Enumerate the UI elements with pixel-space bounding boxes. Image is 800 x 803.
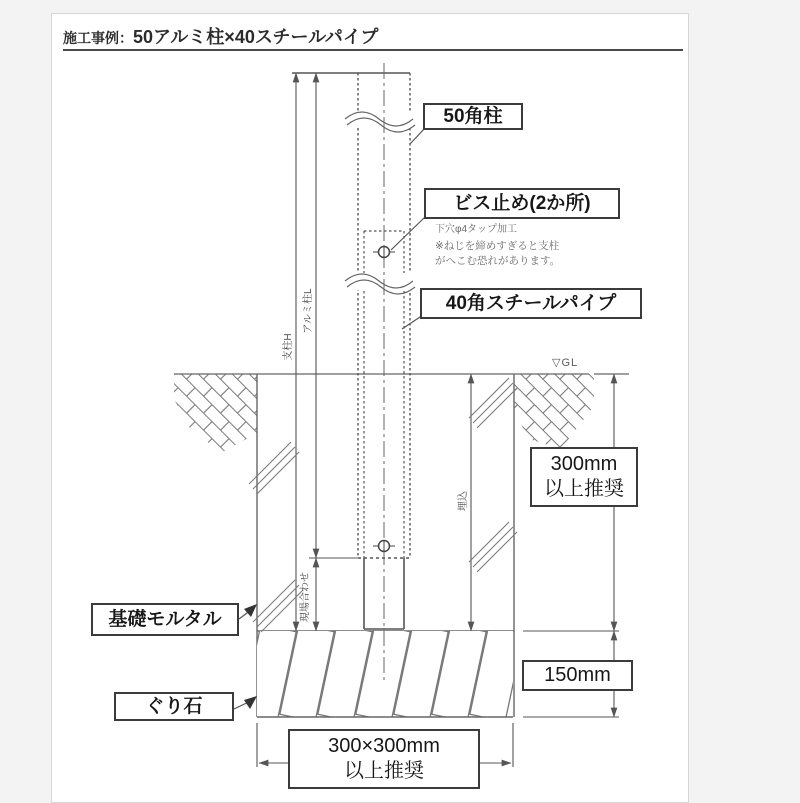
note-caution	[435, 239, 560, 269]
callout-screw-label: ビス止め(2か所)	[453, 192, 591, 214]
note-caution-line2: がへこむ恐れがあります。	[435, 255, 561, 267]
dim-post-height-label: 支柱H	[283, 333, 294, 361]
callout-mortar	[91, 603, 239, 636]
page-title-text: 50アルミ柱×40スチールパイプ	[133, 27, 379, 47]
note-caution-line1: ※ねじを締めすぎると支柱	[435, 240, 560, 252]
callout-screw	[424, 188, 620, 219]
callout-stone-label: ぐり石	[145, 695, 203, 717]
soil-break-marks	[249, 378, 517, 632]
dim-gravel-value: 150mm	[544, 664, 611, 686]
callout-post-label: 50角柱	[443, 105, 503, 127]
dim-embed-label: 埋込	[458, 491, 469, 511]
dim-gravel-label	[522, 660, 633, 691]
leader-screw	[391, 216, 426, 250]
gl-label: ▽GL	[552, 357, 579, 369]
dim-width-label	[288, 729, 480, 789]
break-line-masks	[352, 111, 414, 290]
callout-post	[423, 103, 523, 130]
callout-stone	[114, 692, 234, 721]
content-card	[51, 13, 689, 803]
stone-arrowhead	[244, 696, 257, 709]
page-title-prefix: 施工事例：	[63, 30, 133, 46]
ground-hatch-right	[514, 374, 594, 449]
dim-width-value: 300×300mm	[328, 735, 440, 757]
ground-hatch-left	[174, 374, 257, 453]
callout-pipe-label: 40角スチールパイプ	[445, 292, 617, 314]
dim-depth-label	[530, 447, 638, 507]
dim-alu-length-label: アルミ柱L	[303, 288, 314, 334]
callout-pipe	[420, 288, 642, 319]
title-underline	[63, 49, 683, 51]
screw-symbol-upper	[373, 247, 395, 258]
screw-symbol-lower	[373, 541, 395, 552]
dim-depth-note: 以上推奨	[544, 478, 624, 500]
note-pilot-hole: 下穴φ4タップ加工	[435, 224, 518, 235]
dim-width-note: 以上推奨	[344, 760, 424, 782]
page-title	[63, 23, 378, 49]
dim-field-fit-label: 現場合わせ	[300, 572, 311, 622]
mortar-arrowhead	[244, 604, 257, 617]
gravel-stones	[242, 624, 524, 721]
callout-mortar-label: 基礎モルタル	[108, 608, 222, 630]
diagram-canvas	[89, 61, 659, 802]
dim-depth-value: 300mm	[550, 453, 618, 475]
